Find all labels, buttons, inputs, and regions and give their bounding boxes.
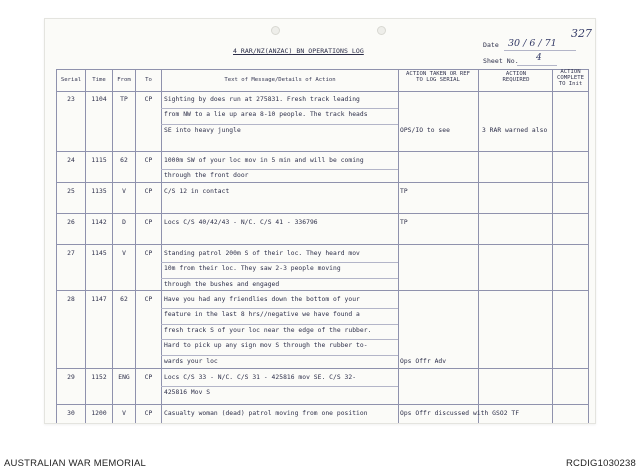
sheet-underline bbox=[517, 65, 557, 66]
entry-from: TP bbox=[120, 96, 128, 103]
entry-serial: 27 bbox=[67, 250, 75, 257]
ruled-line bbox=[161, 278, 398, 279]
entry-time: 1115 bbox=[91, 157, 107, 164]
entry-time: 1152 bbox=[91, 374, 107, 381]
entry-text-line: Locs C/S 33 - N/C. C/S 31 - 425816 mov SE. C/S 32- bbox=[164, 374, 357, 381]
header-from: From bbox=[117, 77, 131, 83]
date-label: Date bbox=[483, 41, 499, 49]
entry-text-line: SE into heavy jungle bbox=[164, 126, 241, 134]
entry-rule bbox=[56, 368, 588, 369]
entry-from: D bbox=[122, 219, 126, 226]
entry-time: 1142 bbox=[91, 219, 107, 226]
footer-institution: AUSTRALIAN WAR MEMORIAL bbox=[4, 458, 147, 469]
entry-from: V bbox=[122, 250, 126, 257]
entry-action-taken: OPS/IO to see bbox=[400, 126, 450, 134]
column-rule bbox=[56, 69, 57, 424]
log-title: 4 RAR/NZ(ANZAC) BN OPERATIONS LOG bbox=[233, 47, 364, 55]
entry-serial: 26 bbox=[67, 219, 75, 226]
entry-rule bbox=[56, 290, 588, 291]
entry-text-line: Casualty woman (dead) patrol moving from one position bbox=[164, 410, 368, 417]
punch-hole bbox=[271, 26, 280, 35]
entry-text-line: from NW to a lie up area 8-10 people. The track heads bbox=[164, 111, 368, 119]
entry-to: CP bbox=[144, 157, 153, 164]
log-sheet bbox=[44, 18, 596, 424]
entry-text-line: Locs C/S 40/42/43 - N/C. C/S 41 - 336796 bbox=[164, 219, 318, 226]
header-action-taken: ACTION TAKEN OR REF TO LOG SERIAL bbox=[406, 71, 470, 84]
entry-serial: 25 bbox=[67, 188, 75, 195]
entry-text-line: 10m from their loc. They saw 2-3 people moving bbox=[164, 265, 341, 273]
header-action-required: ACTION REQUIRED bbox=[502, 71, 530, 84]
entry-text-line: 425816 Mov S bbox=[164, 389, 211, 397]
header-text: Text of Message/Details of Action bbox=[224, 77, 336, 83]
entry-action-taken: Ops Offr Adv bbox=[400, 357, 447, 365]
entry-time: 1135 bbox=[91, 188, 107, 195]
entry-text-line: Have you had any friendlies down the bottom of your bbox=[164, 296, 360, 303]
column-rule bbox=[588, 69, 589, 424]
entry-text-line: through the front door bbox=[164, 172, 249, 180]
ruled-line bbox=[161, 355, 398, 356]
ruled-line bbox=[161, 308, 398, 309]
entry-rule bbox=[56, 404, 588, 405]
entry-rule bbox=[56, 244, 588, 245]
ruled-line bbox=[161, 108, 398, 109]
entry-action-taken: TP bbox=[400, 219, 408, 226]
entry-text-line: Hard to pick up any sign mov S through the rubber to- bbox=[164, 342, 368, 350]
entry-rule bbox=[56, 182, 588, 183]
entry-action-required: 3 RAR warned also bbox=[482, 126, 548, 134]
column-rule bbox=[161, 69, 162, 424]
entry-serial: 28 bbox=[67, 296, 75, 303]
ruled-line bbox=[161, 386, 398, 387]
entry-text-line: Standing patrol 200m S of their loc. They heard mov bbox=[164, 250, 360, 257]
ruled-line bbox=[161, 124, 398, 125]
sheet-label: Sheet No. bbox=[483, 57, 519, 65]
ruled-line bbox=[161, 324, 398, 325]
ruled-line bbox=[161, 339, 398, 340]
entry-action-taken: Ops Offr discussed with GSO2 TF bbox=[400, 410, 520, 417]
column-rule bbox=[85, 69, 86, 424]
entry-text-line: feature in the last 8 hrs//negative we have found a bbox=[164, 311, 360, 319]
entry-to: CP bbox=[144, 410, 153, 417]
entry-to: CP bbox=[144, 96, 153, 103]
entry-to: CP bbox=[144, 374, 153, 381]
footer-reference: RCDIG1030238 bbox=[566, 458, 636, 469]
header-to: To bbox=[145, 77, 152, 83]
entry-to: CP bbox=[144, 296, 153, 303]
column-rule bbox=[552, 69, 553, 424]
date-value: 30 / 6 / 71 bbox=[508, 38, 557, 49]
column-rule bbox=[398, 69, 399, 424]
entry-from: V bbox=[122, 188, 126, 195]
entry-time: 1104 bbox=[91, 96, 107, 103]
punch-hole bbox=[377, 26, 386, 35]
ruled-line bbox=[161, 169, 398, 170]
entry-serial: 30 bbox=[67, 410, 75, 417]
entry-time: 1147 bbox=[91, 296, 107, 303]
entry-from: 62 bbox=[120, 157, 128, 164]
entry-text-line: fresh track S of your loc near the edge of the rubber. bbox=[164, 326, 372, 334]
entry-to: CP bbox=[144, 250, 153, 257]
ruled-line bbox=[161, 262, 398, 263]
entry-time: 1145 bbox=[91, 250, 107, 257]
entry-serial: 29 bbox=[67, 374, 75, 381]
entry-text-line: 1000m SW of your loc mov in 5 min and will be coming bbox=[164, 157, 364, 164]
column-rule bbox=[478, 69, 479, 424]
column-rule bbox=[135, 69, 136, 424]
entry-from: V bbox=[122, 410, 126, 417]
date-underline bbox=[504, 50, 576, 51]
entry-text-line: Sighting by does run at 275831. Fresh track leading bbox=[164, 96, 360, 103]
entry-to: CP bbox=[144, 219, 153, 226]
sheet-value: 4 bbox=[536, 53, 542, 63]
entry-rule bbox=[56, 213, 588, 214]
column-rule bbox=[112, 69, 113, 424]
page-number: 327 bbox=[571, 27, 592, 40]
entry-text-line: C/S 12 in contact bbox=[164, 188, 230, 195]
entry-text-line: through the bushes and engaged bbox=[164, 280, 280, 288]
entry-serial: 23 bbox=[67, 96, 75, 103]
header-action-complete: ACTION COMPLETE TO Init bbox=[557, 69, 584, 87]
entry-to: CP bbox=[144, 188, 153, 195]
entry-rule bbox=[56, 151, 588, 152]
entry-text-line: wards your loc bbox=[164, 357, 218, 365]
entry-from: ENG bbox=[118, 374, 130, 381]
entry-serial: 24 bbox=[67, 157, 75, 164]
entry-action-taken: TP bbox=[400, 188, 408, 195]
header-time: Time bbox=[92, 77, 106, 83]
entry-from: 62 bbox=[120, 296, 128, 303]
header-serial: Serial bbox=[60, 77, 82, 83]
entry-time: 1200 bbox=[91, 410, 107, 417]
